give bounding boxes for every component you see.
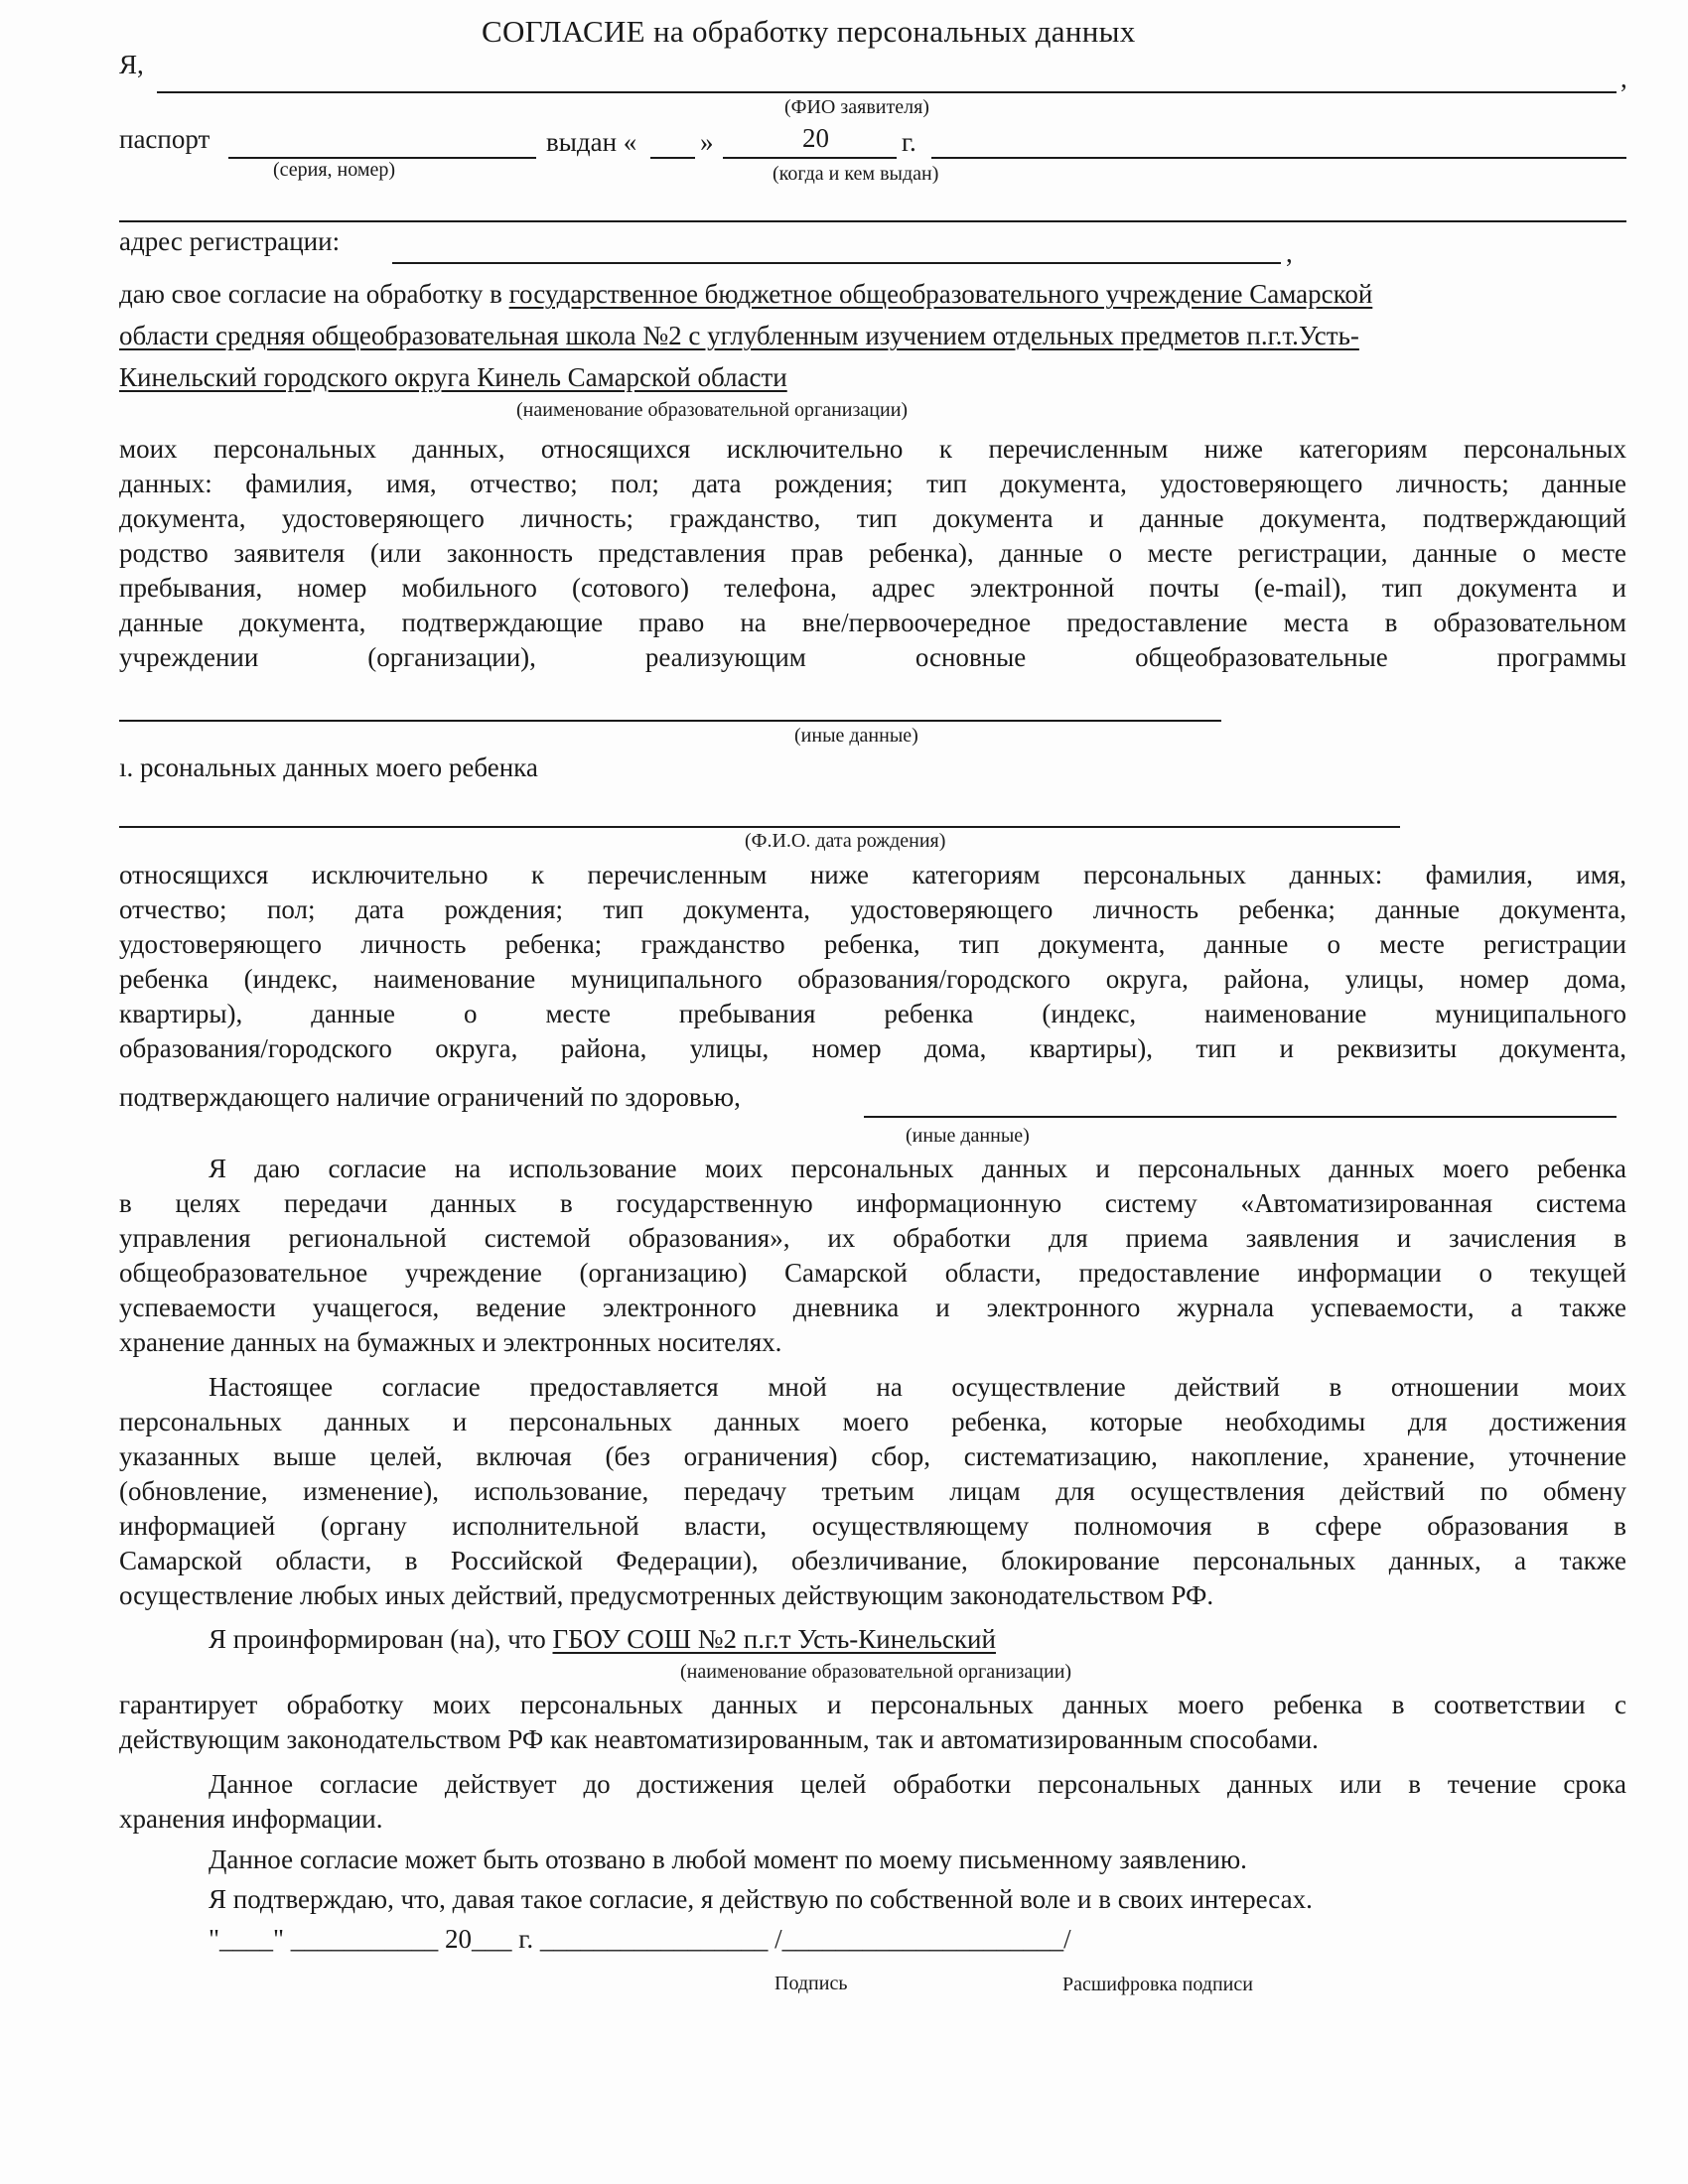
other-data-caption-1: (иные данные) xyxy=(794,725,918,747)
passport-series-caption: (серия, номер) xyxy=(273,159,396,181)
consent-intro-lead: даю свое согласие на обработку в xyxy=(119,279,509,309)
paragraph-line: Настоящее согласие предоставляется мной на осуществление действий в отношении моих xyxy=(209,1372,1626,1402)
paragraph-line: моих персональных данных, относящихся исключительно к перечисленным ниже категориям персональных xyxy=(119,434,1626,464)
actions-paragraph xyxy=(119,1370,1626,1613)
other-data-field-1[interactable] xyxy=(119,720,1221,722)
paragraph-line: действующим законодательством РФ как неавтоматизированным, так и автоматизированным способами. xyxy=(119,1724,1319,1754)
paragraph-line: в целях передачи данных в государственную информационную систему «Автоматизированная система xyxy=(119,1188,1626,1218)
confirmation-statement: Я подтверждаю, что, давая такое согласие, я действую по собственной воле и в своих интересах. xyxy=(209,1884,1313,1914)
child-name-birthdate-field[interactable] xyxy=(119,826,1400,828)
paragraph-line: данных: фамилия, имя, отчество; пол; дата рождения; тип документа, удостоверяющего личность; данные xyxy=(119,469,1626,498)
paragraph-line: Данное согласие действует до достижения целей обработки персональных данных или в течение срока xyxy=(209,1769,1626,1799)
organisation-name-line-3: Кинельский городского округа Кинель Самарской области xyxy=(119,362,787,392)
passport-month-field[interactable] xyxy=(723,157,897,159)
child-data-last-line: подтверждающего наличие ограничений по здоровью, xyxy=(119,1082,741,1112)
informed-line xyxy=(209,1624,996,1655)
signature-caption: Подпись xyxy=(774,1973,848,1994)
applicant-comma: , xyxy=(1620,64,1627,93)
child-data-paragraph xyxy=(119,858,1626,1066)
revocation-statement: Данное согласие может быть отозвано в любой момент по моему письменному заявлению. xyxy=(209,1844,1247,1874)
paragraph-line: учреждении (организации), реализующим основные общеобразовательные программы xyxy=(119,642,1626,672)
address-field[interactable] xyxy=(392,262,1281,264)
validity-paragraph xyxy=(119,1767,1626,1837)
passport-quote-close: » xyxy=(700,127,714,157)
paragraph-line: образования/городского округа, района, улицы, номер дома, квартиры), тип и реквизиты документа, xyxy=(119,1033,1626,1063)
purpose-paragraph xyxy=(119,1152,1626,1360)
applicant-name-field[interactable] xyxy=(157,91,1617,93)
passport-label: паспорт xyxy=(119,124,211,154)
signature-date-row[interactable]: "____" ___________ 20___ г. _________________ /_____________________/ xyxy=(209,1924,1071,1954)
paragraph-line: персональных данных и персональных данных моего ребенка, которые необходимы для достижения xyxy=(119,1407,1626,1436)
other-data-field-2[interactable] xyxy=(864,1116,1617,1118)
paragraph-line: Самарской области, в Российской Федерации), обезличивание, блокирование персональных данных, а также xyxy=(119,1546,1626,1575)
paragraph-line: документа, удостоверяющего личность; гражданство, тип документа и данные документа, подтверждающий xyxy=(119,503,1626,533)
organisation-name-line-2: области средняя общеобразовательная школа №2 с углубленным изучением отдельных предметов п.г.т.Усть- xyxy=(119,321,1359,350)
paragraph-line: отчество; пол; дата рождения; тип документа, удостоверяющего личность ребенка; данные документа, xyxy=(119,894,1626,924)
paragraph-line: относящихся исключительно к перечисленным ниже категориям персональных данных: фамилия, имя, xyxy=(119,860,1626,889)
signature-name-caption: Расшифровка подписи xyxy=(1062,1974,1253,1995)
applicant-caption: (ФИО заявителя) xyxy=(784,96,929,118)
paragraph-line: успеваемости учащегося, ведение электронного дневника и электронного журнала успеваемости, а также xyxy=(119,1293,1626,1322)
passport-issuer-field[interactable] xyxy=(931,157,1626,159)
other-data-caption-2: (иные данные) xyxy=(906,1125,1030,1147)
address-label: адрес регистрации: xyxy=(119,226,341,256)
passport-issued-label: выдан « xyxy=(546,127,637,157)
paragraph-line: гарантирует обработку моих персональных данных и персональных данных моего ребенка в соответствии с xyxy=(119,1690,1626,1719)
paragraph-line: Я даю согласие на использование моих персональных данных и персональных данных моего ребенка xyxy=(209,1154,1626,1183)
child-data-label: ı. рсональных данных моего ребенка xyxy=(119,752,538,782)
informed-caption: (наименование образовательной организации) xyxy=(680,1661,1072,1683)
informed-organisation: ГБОУ СОШ №2 п.г.т Усть-Кинельский xyxy=(552,1624,996,1654)
passport-day-field[interactable] xyxy=(650,157,695,159)
paragraph-line: данные документа, подтверждающие право на вне/первоочередное предоставление места в образовательном xyxy=(119,608,1626,637)
paragraph-line: квартиры), данные о месте пребывания ребенка (индекс, наименование муниципального xyxy=(119,999,1626,1028)
paragraph-line: родство заявителя (или законность представления прав ребенка), данные о месте регистрации, данные о месте xyxy=(119,538,1626,568)
informed-lead: Я проинформирован (на), что xyxy=(209,1624,553,1654)
applicant-prefix: Я, xyxy=(119,50,144,79)
document-title: СОГЛАСИЕ на обработку персональных данных xyxy=(482,14,1136,49)
paragraph-line: информацией (органу исполнительной власти, осуществляющему полномочия в сфере образования в xyxy=(119,1511,1626,1541)
organisation-caption: (наименование образовательной организации) xyxy=(516,399,909,421)
address-comma: , xyxy=(1286,238,1293,268)
consent-intro-line-1 xyxy=(119,279,1372,310)
paragraph-line: пребывания, номер мобильного (сотового) телефона, адрес электронной почты (e-mail), тип документа и xyxy=(119,573,1626,603)
paragraph-line: хранение данных на бумажных и электронных носителях. xyxy=(119,1327,782,1357)
paragraph-line: ребенка (индекс, наименование муниципального образования/городского округа, района, улицы, номер дома, xyxy=(119,964,1626,994)
paragraph-line: хранения информации. xyxy=(119,1804,383,1834)
paragraph-line: указанных выше целей, включая (без ограничения) сбор, систематизацию, накопление, хранение, уточнение xyxy=(119,1441,1626,1471)
personal-data-paragraph xyxy=(119,432,1626,675)
paragraph-line: общеобразовательное учреждение (организацию) Самарской области, предоставление информации о текущей xyxy=(119,1258,1626,1288)
guarantee-paragraph xyxy=(119,1688,1626,1757)
child-caption: (Ф.И.О. дата рождения) xyxy=(745,830,946,852)
paragraph-line: осуществление любых иных действий, предусмотренных действующим законодательством РФ. xyxy=(119,1580,1214,1610)
paragraph-line: удостоверяющего личность ребенка; гражданство ребенка, тип документа, данные о месте регистрации xyxy=(119,929,1626,959)
passport-year-suffix: г. xyxy=(902,127,916,157)
organisation-name-line-1: государственное бюджетное общеобразовательного учреждение Самарской xyxy=(508,279,1373,309)
passport-year-prefix: 20 xyxy=(802,123,829,153)
passport-continuation-field[interactable] xyxy=(119,220,1626,222)
paragraph-line: (обновление, изменение), использование, передачу третьим лицам для осуществления действий по обмену xyxy=(119,1476,1626,1506)
paragraph-line: управления региональной системой образования», их обработки для приема заявления и зачисления в xyxy=(119,1223,1626,1253)
passport-issued-caption: (когда и кем выдан) xyxy=(773,163,939,185)
